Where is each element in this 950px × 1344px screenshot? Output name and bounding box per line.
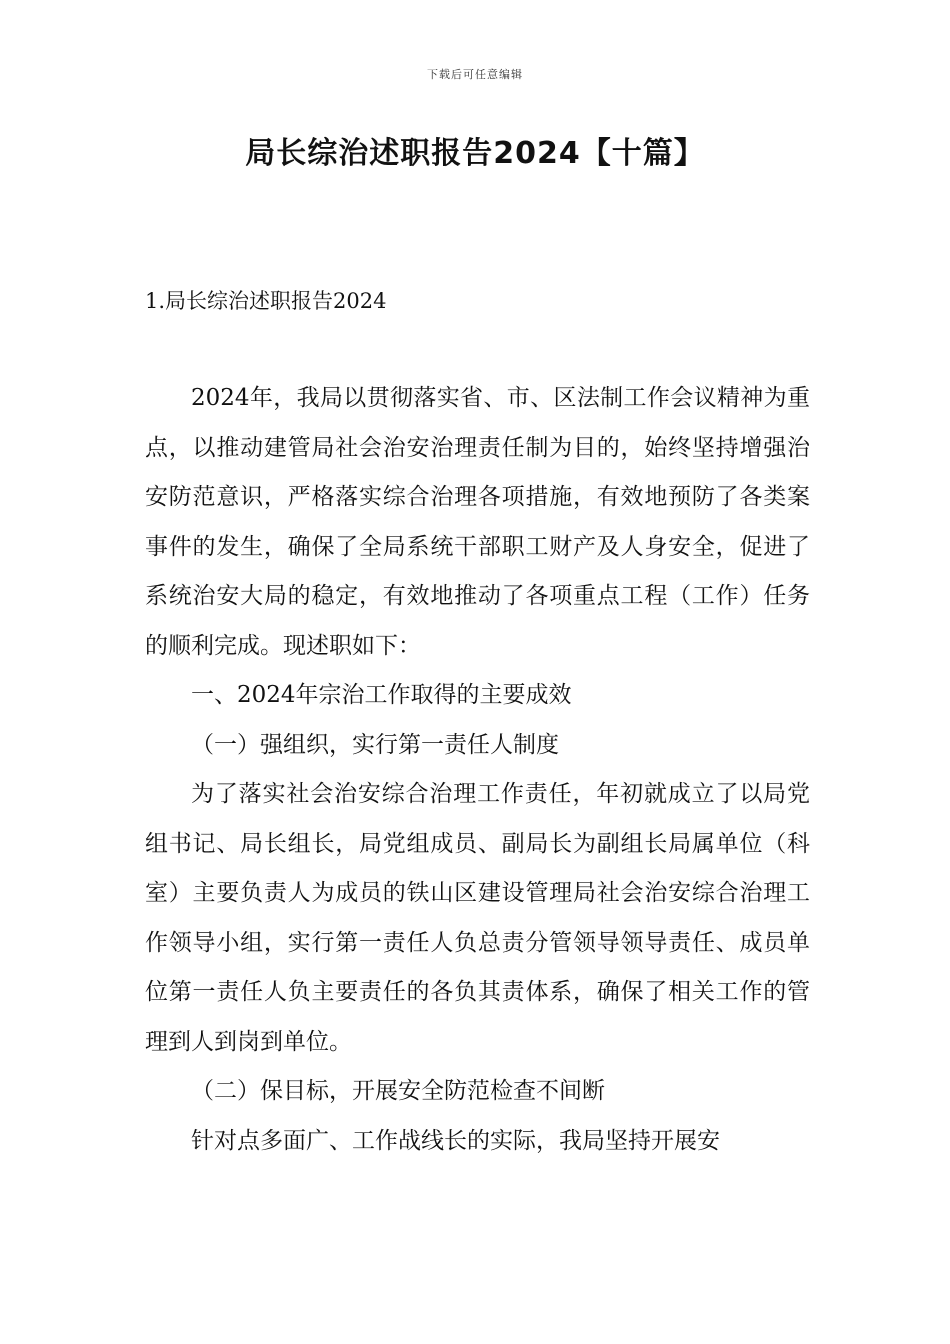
header-note: 下载后可任意编辑 — [427, 68, 523, 81]
heading-level-2: （一）强组织，实行第一责任人制度 — [191, 731, 559, 758]
document-title: 局长综治述职报告2024【十篇】 — [245, 136, 705, 171]
paragraph-inspection: 针对点多面广、工作战线长的实际，我局坚持开展安 — [191, 1127, 720, 1154]
paragraph-intro: 2024年，我局以贯彻落实省、市、区法制工作会议精神为重点，以推动建管局社会治安治理责任制为目的，始终坚持增强治安防范意识，严格落实综合治理各项措施，有效地预防了各类案事件的发生，确保了全局系统干部职工财产及人身安全，促进了系统治安大局的稳定，有效地推动了各项重点工程（工作）任务的顺利完成。现述职如下： — [145, 385, 810, 659]
heading-level-2: （二）保目标，开展安全防范检查不间断 — [191, 1078, 605, 1104]
section-heading: 1.局长综治述职报告2024 — [145, 289, 387, 313]
heading-level-1: 一、2024年宗治工作取得的主要成效 — [191, 682, 572, 708]
body-text — [145, 374, 810, 1166]
paragraph-organization: 为了落实社会治安综合治理工作责任，年初就成立了以局党组书记、局长组长，局党组成员、副局长为副组长局属单位（科室）主要负责人为成员的铁山区建设管理局社会治安综合治理工作领导小组，实行第一责任人负总责分管领导领导责任、成员单位第一责任人负主要责任的各负其责体系，确保了相关工作的管理到人到岗到单位。 — [145, 781, 810, 1055]
